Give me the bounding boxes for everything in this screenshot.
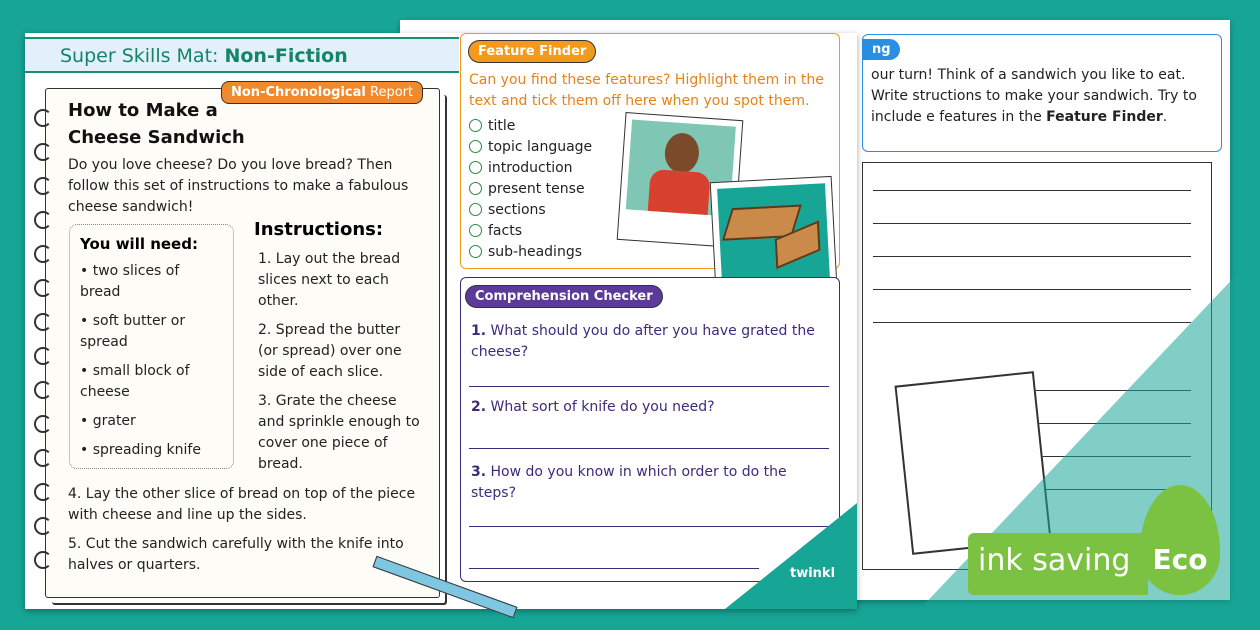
comprehension-tag: Comprehension Checker: [465, 285, 663, 308]
feature-checkbox[interactable]: title: [469, 116, 592, 137]
feature-checklist: [469, 116, 592, 263]
step: 2. Spread the butter (or spread) over one side of each slice.: [258, 322, 402, 380]
need-item: • soft butter or spread: [80, 313, 186, 350]
steps-1-3: [258, 249, 423, 475]
feature-finder-box: [460, 33, 840, 269]
step: 1. Lay out the bread slices next to each other.: [258, 251, 401, 309]
you-will-need-box: [69, 224, 234, 469]
eco-drop-badge: Eco: [1140, 485, 1220, 595]
feature-checkbox[interactable]: sections: [469, 200, 592, 221]
need-item: • spreading knife: [80, 442, 201, 458]
answer-line[interactable]: [469, 526, 829, 527]
report-tag: Non-Chronological Report: [221, 81, 423, 104]
skills-mat-sheet: [25, 33, 857, 609]
need-item: • grater: [80, 413, 136, 429]
feature-checkbox[interactable]: facts: [469, 221, 592, 242]
feature-checkbox[interactable]: topic language: [469, 137, 592, 158]
need-item: • small block of cheese: [80, 363, 190, 400]
feature-finder-prompt: Can you find these features? Highlight them in the text and tick them off here when you spot them.: [469, 72, 824, 109]
question-1: 1. What should you do after you have grated the cheese?: [471, 323, 815, 360]
question-3: 3. How do you know in which order to do the steps?: [471, 464, 787, 501]
feature-checkbox[interactable]: sub-headings: [469, 242, 592, 263]
feature-checkbox[interactable]: present tense: [469, 179, 592, 200]
report-card: [45, 85, 440, 598]
report-intro: Do you love cheese? Do you love bread? Then follow this set of instructions to make a fabulous cheese sandwich!: [68, 157, 409, 215]
report-title: How to Make a Cheese Sandwich: [68, 100, 245, 148]
step: 3. Grate the cheese and sprinkle enough to cover one piece of bread.: [258, 393, 420, 472]
ink-saving-label: ink saving: [968, 533, 1148, 595]
steps-4-5: [68, 484, 423, 576]
need-item: • two slices of bread: [80, 263, 180, 300]
answer-line[interactable]: [469, 448, 829, 449]
answer-line[interactable]: [469, 568, 759, 569]
writing-tag: ng: [863, 39, 900, 60]
writing-prompt-box: [862, 34, 1222, 152]
spiral-binding: [34, 109, 52, 569]
writing-prompt: our turn! Think of a sandwich you like to eat. Write structions to make your sandwich. Try to include e features in the Feature Finder.: [871, 67, 1197, 125]
step: 5. Cut the sandwich carefully with the knife into halves or quarters.: [68, 536, 404, 573]
twinkl-logo: twinkl: [790, 566, 836, 581]
comprehension-checker-box: [460, 277, 840, 582]
answer-line[interactable]: [469, 386, 829, 387]
instructions-heading: Instructions:: [254, 219, 384, 240]
page-title: Super Skills Mat: Non-Fiction: [25, 37, 459, 73]
feature-checkbox[interactable]: introduction: [469, 158, 592, 179]
question-2: 2. What sort of knife do you need?: [471, 399, 715, 415]
need-heading: You will need:: [80, 235, 198, 253]
feature-finder-tag: Feature Finder: [468, 40, 596, 63]
step: 4. Lay the other slice of bread on top of the piece with cheese and line up the sides.: [68, 486, 416, 523]
